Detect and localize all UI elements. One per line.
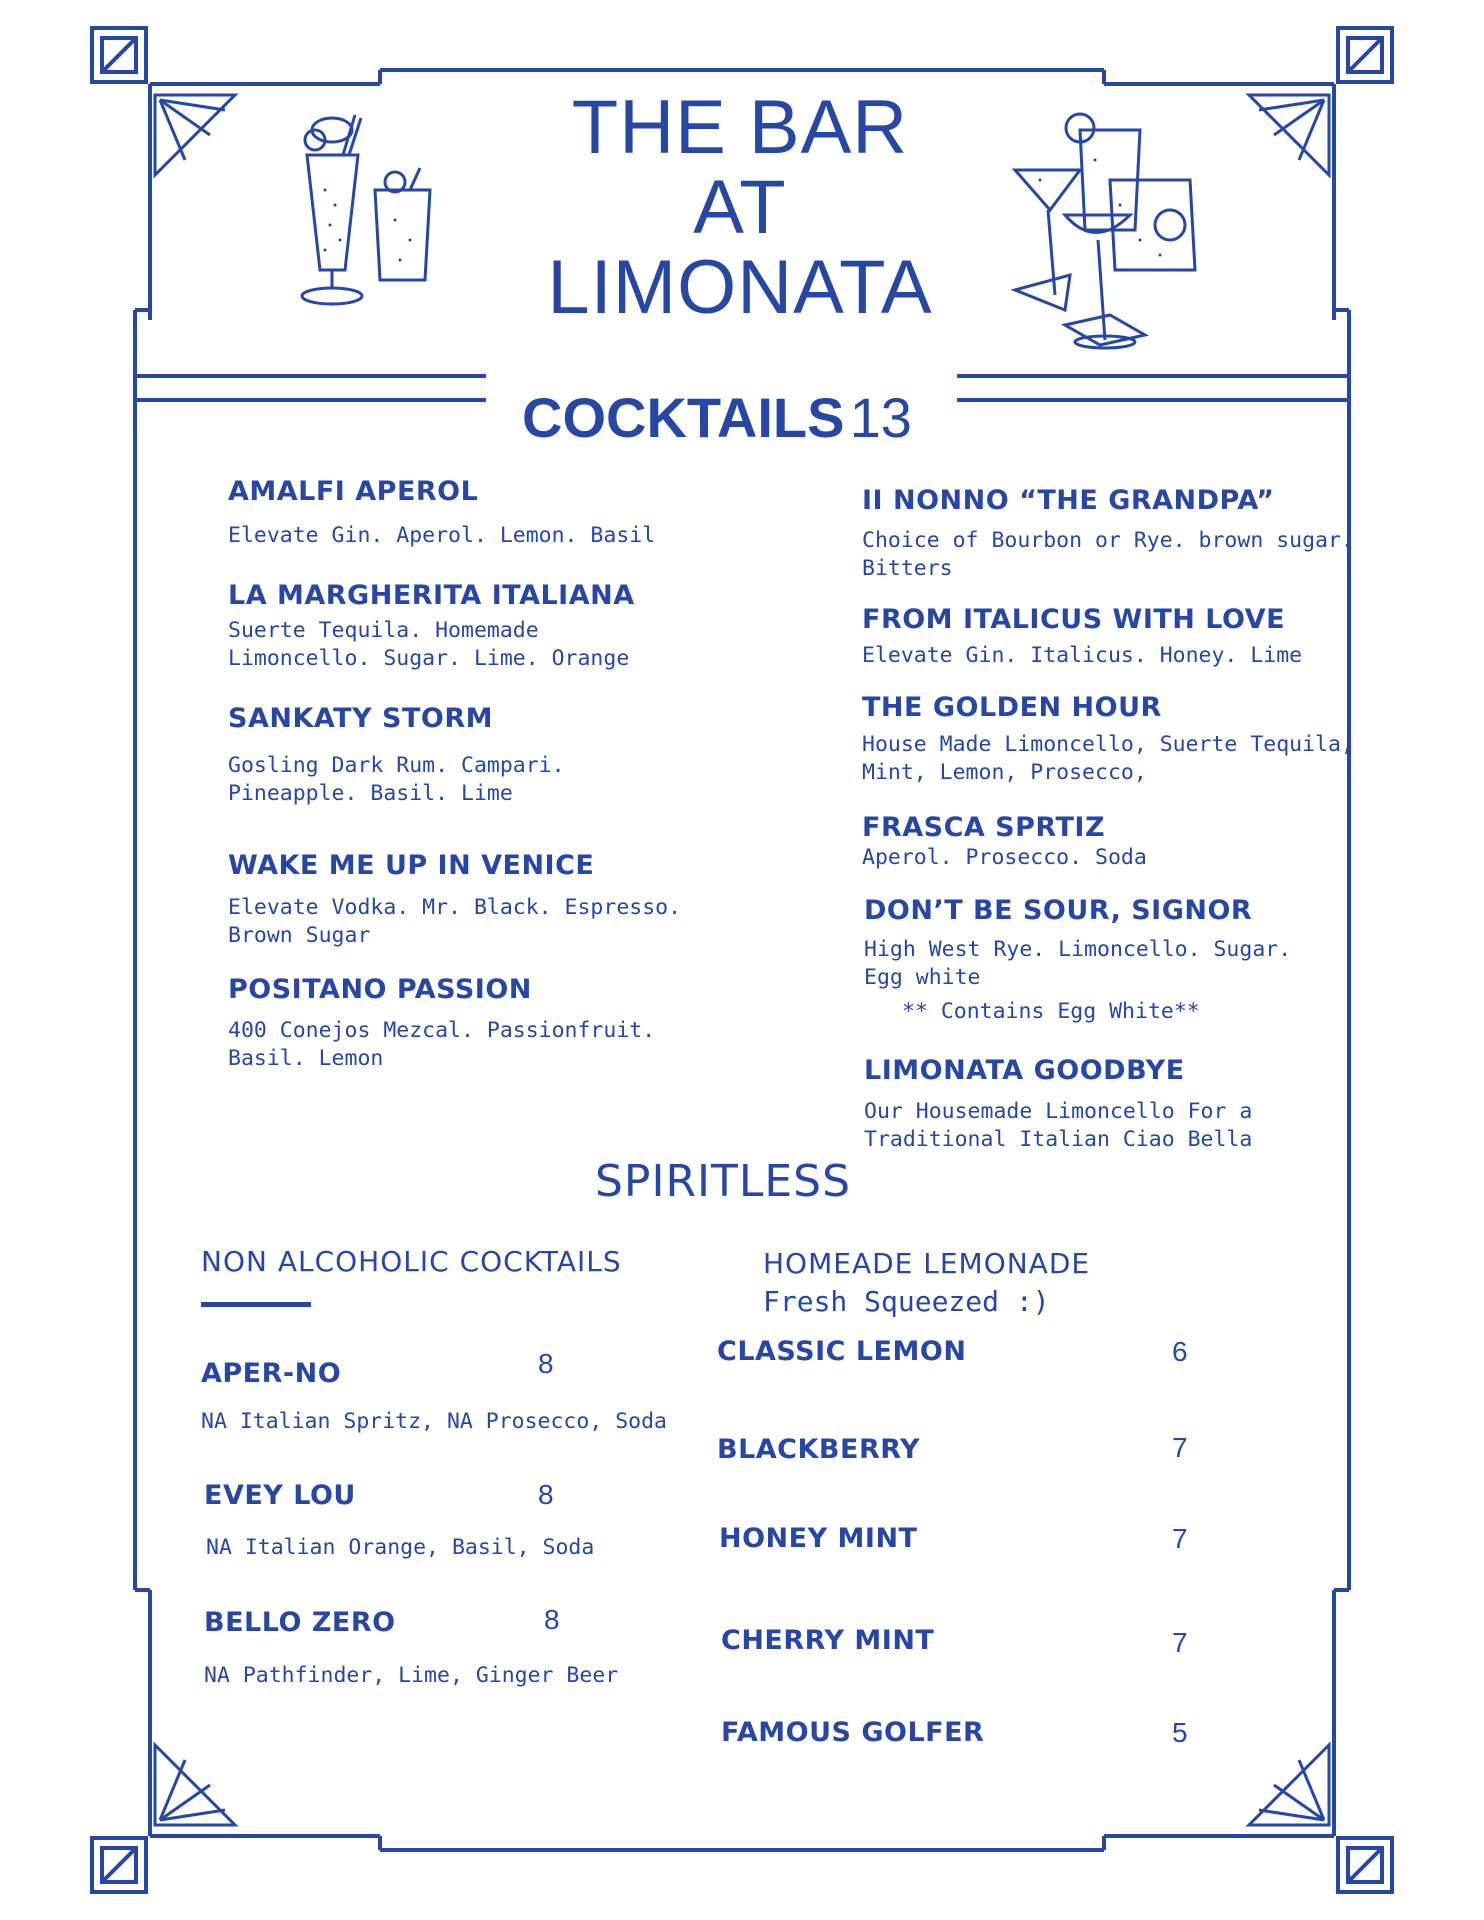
cocktail-name: POSITANO PASSION <box>228 974 532 1005</box>
cocktail-desc: Aperol. Prosecco. Soda <box>862 845 1147 870</box>
cocktail-name: FRASCA SPRTIZ <box>862 812 1106 843</box>
cocktails-heading-text: COCKTAILS <box>522 386 845 449</box>
cocktail-desc: Elevate Vodka. Mr. Black. Espresso. Brown Sugar <box>228 895 682 948</box>
lemonade-name: BLACKBERRY <box>717 1434 921 1465</box>
lemonade-name: HONEY MINT <box>719 1523 918 1554</box>
cocktails-price: 13 <box>849 386 912 449</box>
bar-title <box>500 85 980 330</box>
lemonade-price: 5 <box>1172 1717 1188 1748</box>
cocktail-name: WAKE ME UP IN VENICE <box>228 850 595 881</box>
na-item-name: BELLO ZERO <box>204 1607 396 1638</box>
cocktail-desc: House Made Limoncello, Suerte Tequila, Mint, Lemon, Prosecco, <box>862 732 1354 785</box>
na-item-desc: NA Italian Orange, Basil, Soda <box>206 1535 595 1560</box>
na-item-price: 8 <box>544 1604 560 1635</box>
cocktail-name: SANKATY STORM <box>228 703 494 734</box>
na-item-price: 8 <box>538 1479 554 1510</box>
lemonade-subheading: Fresh Squeezed :) <box>763 1285 1050 1318</box>
na-item-name: EVEY LOU <box>204 1480 356 1511</box>
cocktail-name: LA MARGHERITA ITALIANA <box>228 580 635 611</box>
cocktail-glasses-illustration <box>1010 110 1220 350</box>
cocktail-desc: Elevate Gin. Italicus. Honey. Lime <box>862 643 1303 668</box>
lemonade-price: 7 <box>1172 1432 1188 1463</box>
cocktail-name: THE GOLDEN HOUR <box>862 692 1162 723</box>
na-cocktails-heading: NON ALCOHOLIC COCKTAILS <box>201 1245 622 1278</box>
na-item-desc: NA Italian Spritz, NA Prosecco, Soda <box>201 1409 667 1434</box>
cocktail-name: AMALFI APEROL <box>228 476 479 507</box>
cocktails-heading <box>522 385 912 450</box>
title-line-3: LIMONATA <box>547 245 933 330</box>
cocktail-desc: Gosling Dark Rum. Campari. Pineapple. Basil. Lime <box>228 753 565 806</box>
lemonade-price: 7 <box>1172 1523 1188 1554</box>
cocktail-name: FROM ITALICUS WITH LOVE <box>862 604 1286 635</box>
heading-underline <box>201 1302 311 1307</box>
cocktail-name: DON’T BE SOUR, SIGNOR <box>864 895 1253 926</box>
cocktail-name: II NONNO “THE GRANDPA” <box>862 485 1275 516</box>
spiritless-heading: SPIRITLESS <box>595 1156 852 1207</box>
cocktail-desc: 400 Conejos Mezcal. Passionfruit. Basil. Lemon <box>228 1018 656 1071</box>
lemonade-name: FAMOUS GOLFER <box>721 1717 985 1748</box>
na-item-name: APER-NO <box>201 1358 342 1389</box>
title-line-2: AT <box>693 165 787 250</box>
title-line-1: THE BAR <box>571 85 909 170</box>
cocktail-desc: Elevate Gin. Aperol. Lemon. Basil <box>228 523 656 548</box>
lemonade-name: CHERRY MINT <box>721 1625 935 1656</box>
allergen-note: ** Contains Egg White** <box>902 999 1200 1024</box>
tall-glasses-illustration <box>285 110 445 310</box>
cocktail-desc: High West Rye. Limoncello. Sugar. Egg white <box>864 937 1292 990</box>
lemonade-heading: HOMEADE LEMONADE <box>763 1247 1091 1280</box>
cocktail-desc: Our Housemade Limoncello For a Traditional Italian Ciao Bella <box>864 1099 1253 1152</box>
cocktail-desc: Choice of Bourbon or Rye. brown sugar. Bitters <box>862 528 1354 581</box>
cocktail-desc: Suerte Tequila. Homemade Limoncello. Sugar. Lime. Orange <box>228 618 630 671</box>
lemonade-name: CLASSIC LEMON <box>717 1336 967 1367</box>
na-item-desc: NA Pathfinder, Lime, Ginger Beer <box>204 1663 619 1688</box>
na-item-price: 8 <box>538 1348 554 1379</box>
cocktail-name: LIMONATA GOODBYE <box>864 1055 1185 1086</box>
lemonade-price: 7 <box>1172 1627 1188 1658</box>
lemonade-price: 6 <box>1172 1336 1188 1367</box>
